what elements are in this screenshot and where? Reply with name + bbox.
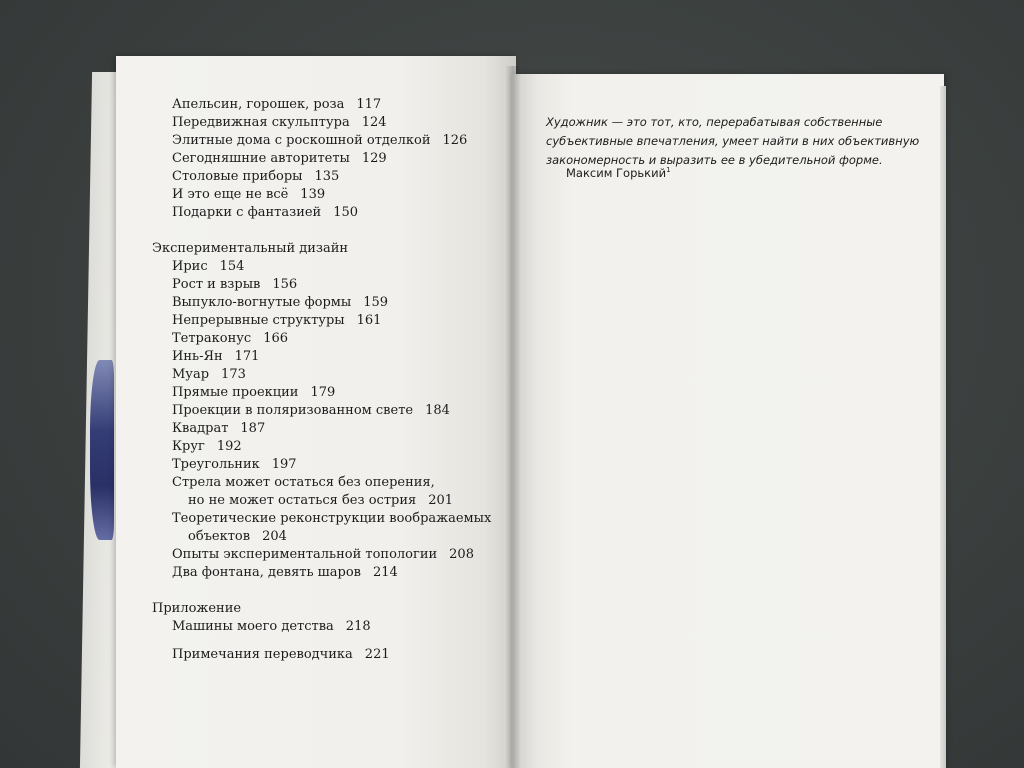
toc-entry-label: Элитные дома с роскошной отделкой — [172, 133, 431, 148]
toc-entry — [152, 456, 502, 474]
toc-page-number: 218 — [345, 619, 371, 634]
toc-entry — [152, 132, 502, 150]
toc-page-number: 166 — [263, 331, 289, 346]
cover-illustration — [90, 360, 114, 540]
toc-entry-label: Передвижная скульптура — [172, 115, 350, 130]
toc-entry — [152, 646, 502, 664]
toc-page-number: 126 — [442, 133, 468, 148]
toc-entry — [152, 330, 502, 348]
toc-spacer — [152, 582, 502, 600]
footnote-marker: 1 — [666, 166, 671, 175]
toc-page-number: 161 — [356, 313, 382, 328]
toc-entry — [152, 294, 502, 312]
toc-entry — [152, 420, 502, 438]
toc-entry-label: Выпукло-вогнутые формы — [172, 295, 352, 310]
toc-entry — [152, 276, 502, 294]
toc-entry — [152, 618, 502, 636]
toc-page-number: 171 — [234, 349, 260, 364]
toc-entry — [152, 204, 502, 222]
toc-page-number: 201 — [428, 493, 454, 508]
toc-page-number: 154 — [219, 259, 245, 274]
toc-page-number: 204 — [262, 529, 287, 544]
toc-page-number: 187 — [240, 421, 266, 436]
toc-page-number: 173 — [221, 367, 246, 382]
toc-entry-label: Рост и взрыв — [172, 277, 261, 292]
toc-entry — [152, 510, 502, 528]
toc-entry-label: Квадрат — [172, 421, 229, 436]
toc-entry-label: Машины моего детства — [172, 619, 334, 634]
toc-page-number: 159 — [363, 295, 389, 310]
toc-page-number: 192 — [216, 439, 242, 454]
toc-page-number: 135 — [314, 169, 340, 184]
toc-entry — [152, 186, 502, 204]
toc-entry-label: Столовые приборы — [172, 169, 303, 184]
toc-entry-label: Подарки с фантазией — [172, 205, 322, 220]
toc-entry-label: Проекции в поляризованном свете — [172, 403, 414, 418]
toc-page-number: 139 — [300, 187, 326, 202]
toc-entry-label: Примечания переводчика — [172, 647, 353, 662]
toc-page-number: 197 — [271, 457, 297, 472]
toc-entry-label: Ирис — [172, 259, 208, 274]
toc-entry — [152, 366, 502, 384]
toc-entry — [152, 564, 502, 582]
toc-entry — [152, 546, 502, 564]
toc-entry — [152, 96, 502, 114]
toc-entry — [152, 258, 502, 276]
toc-page-number: 117 — [356, 97, 382, 112]
book-gutter — [505, 66, 521, 768]
toc-page-number: 150 — [333, 205, 359, 220]
toc-entry-label: Непрерывные структуры — [172, 313, 345, 328]
toc-entry-label: Сегодняшние авторитеты — [172, 151, 350, 166]
toc-entry-continuation — [152, 492, 502, 510]
toc-entry-label: Теоретические реконструкции воображаемых — [172, 511, 492, 526]
toc-entry-label: Два фонтана, девять шаров — [172, 565, 361, 580]
toc-entry — [152, 384, 502, 402]
toc-entry — [152, 114, 502, 132]
toc-entry-label: Стрела может остаться без оперения, — [172, 475, 435, 490]
toc-page-number: 184 — [425, 403, 450, 418]
toc-entry-label: Муар — [172, 367, 210, 382]
toc-page-number: 124 — [361, 115, 387, 130]
toc-entry-label: И это еще не всё — [172, 187, 289, 202]
toc-entry-label: Инь-Ян — [172, 349, 223, 364]
author-name: Максим Горький — [566, 166, 667, 180]
toc-section-title: Приложение — [152, 601, 242, 616]
toc-entry — [152, 474, 502, 492]
toc-entry — [152, 150, 502, 168]
toc-entry — [152, 348, 502, 366]
toc-section-title: Экспериментальный дизайн — [152, 241, 349, 256]
toc-page-number: 179 — [310, 385, 336, 400]
toc-entry — [152, 402, 502, 420]
toc-entry — [152, 312, 502, 330]
epigraph-author — [566, 166, 671, 180]
toc-entry-label: Треугольник — [172, 457, 260, 472]
toc-entry — [152, 438, 502, 456]
toc-page-number: 129 — [361, 151, 387, 166]
table-of-contents — [152, 96, 502, 664]
toc-entry-label: Опыты экспериментальной топологии — [172, 547, 438, 562]
epigraph-text: Художник — это тот, кто, перерабатывая собственные субъективные впечатления, умеет найти в них объективную закономерность и выразить ее в убедительной форме. — [546, 115, 920, 167]
page-stack-edge — [940, 86, 946, 768]
toc-spacer — [152, 222, 502, 240]
toc-entry — [152, 168, 502, 186]
toc-entry-continuation — [152, 528, 502, 546]
toc-page-number: 208 — [449, 547, 474, 562]
toc-spacer — [152, 636, 502, 646]
toc-entry-label: Апельсин, горошек, роза — [172, 97, 345, 112]
toc-page-number: 156 — [272, 277, 298, 292]
toc-entry-label: Прямые проекции — [172, 385, 299, 400]
toc-page-number: 214 — [372, 565, 398, 580]
toc-page-number: 221 — [364, 647, 390, 662]
toc-entry-label: Тетраконус — [172, 331, 252, 346]
toc-entry-label-cont: объектов — [188, 529, 251, 544]
toc-entry-label-cont: но не может остаться без острия — [188, 493, 417, 508]
toc-entry-label: Круг — [172, 439, 205, 454]
